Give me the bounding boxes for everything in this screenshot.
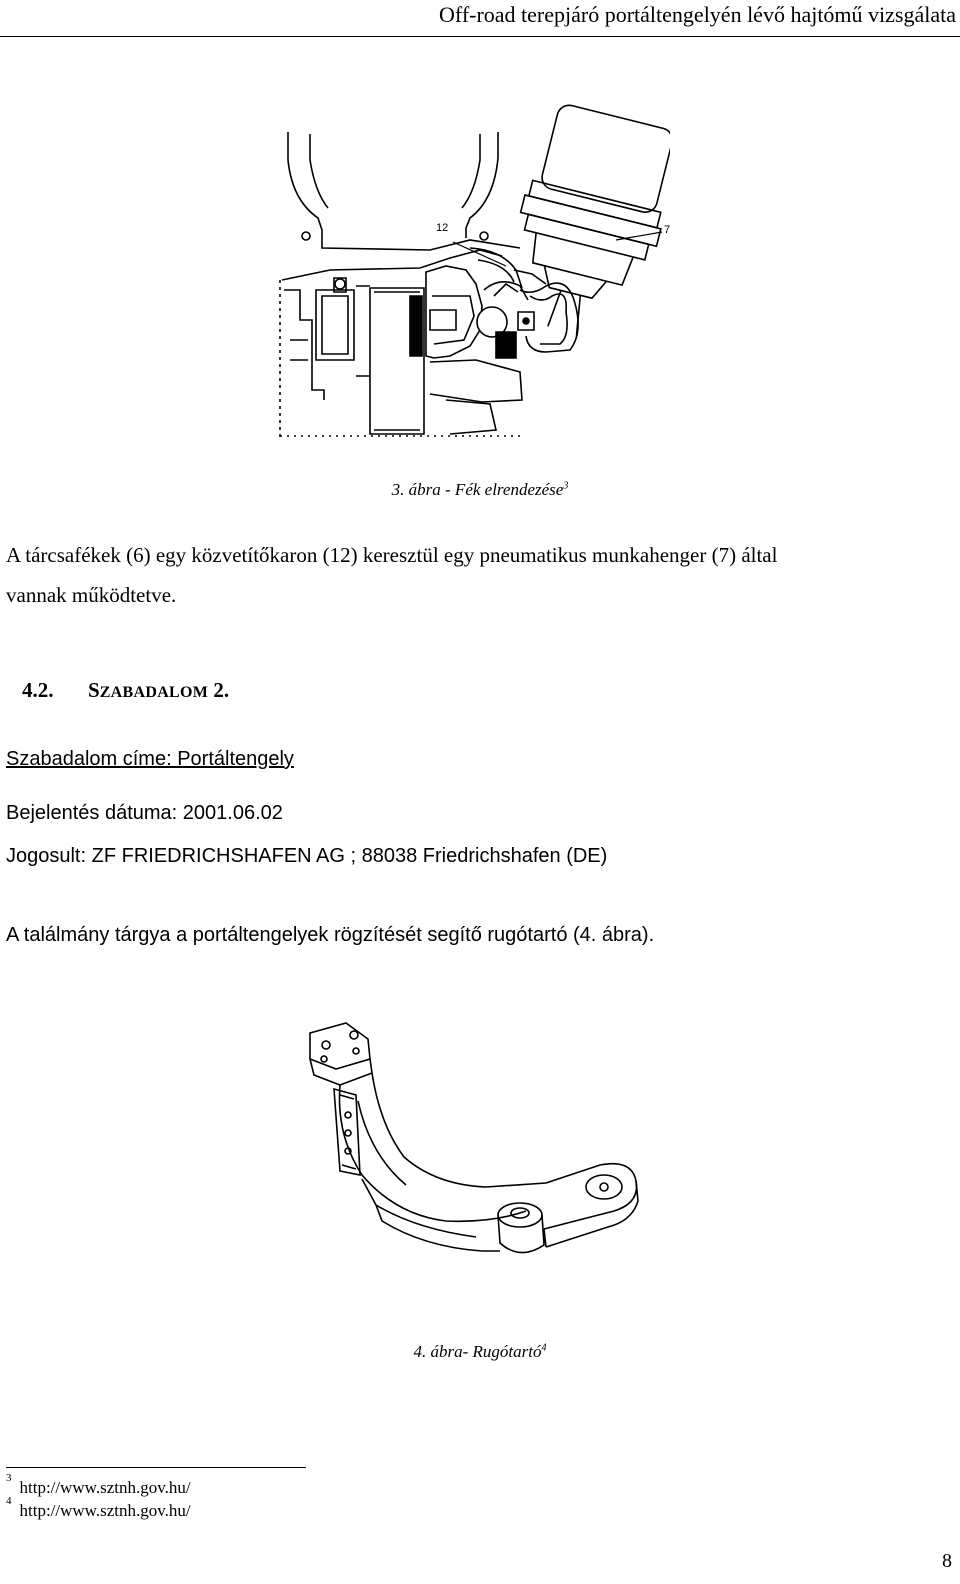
figure-3-brake-drawing (270, 100, 670, 445)
section-number: 4.2. (22, 678, 54, 702)
callout-12-label: 12 (436, 222, 449, 234)
paragraph-brake (6, 535, 956, 615)
footnote-4-link[interactable]: http://www.sztnh.gov.hu/ (19, 1501, 191, 1520)
section-title-initial: S (88, 678, 100, 702)
footnote-ref-3[interactable]: 3 (563, 480, 569, 492)
footnote-4 (6, 1495, 191, 1521)
patent-title-line: Szabadalom címe: Portáltengely (6, 748, 294, 770)
figure-3-caption (0, 480, 960, 500)
page-number: 8 (942, 1550, 952, 1572)
footnote-4-ref: 4 (6, 1495, 12, 1507)
footnote-3 (6, 1472, 191, 1498)
patent-subject-line: A találmány tárgya a portáltengelyek rögzítését segítő rugótartó (4. ábra). (6, 924, 655, 946)
footnote-ref-4[interactable]: 4 (541, 1342, 547, 1354)
figure-4-caption-text: 4. ábra- Rugótartó (413, 1342, 542, 1361)
paragraph-line-1: A tárcsafékek (6) egy közvetítőkaron (12) keresztül egy pneumatikus munkahenger (7) által (6, 543, 778, 567)
section-title-rest: ZABADALOM (99, 684, 209, 701)
patent-date-line: Bejelentés dátuma: 2001.06.02 (6, 802, 283, 824)
patent-holder-line: Jogosult: ZF FRIEDRICHSHAFEN AG ; 88038 Friedrichshafen (DE) (6, 845, 608, 867)
section-title-tail: 2. (208, 678, 230, 702)
section-heading (22, 678, 229, 703)
footnote-separator (6, 1467, 306, 1468)
figure-3-caption-text: 3. ábra - Fék elrendezése (391, 480, 564, 499)
footnote-3-ref: 3 (6, 1472, 12, 1484)
callout-7-label: 7 (664, 224, 671, 236)
header-title: Off-road terepjáró portáltengelyén lévő hajtómű vizsgálata (439, 2, 956, 27)
paragraph-line-2: vannak működtetve. (6, 583, 177, 607)
figure-4-spring-carrier-drawing (296, 1015, 656, 1305)
running-header (0, 0, 960, 37)
figure-4-caption (0, 1342, 960, 1362)
footnote-3-link[interactable]: http://www.sztnh.gov.hu/ (19, 1478, 191, 1497)
